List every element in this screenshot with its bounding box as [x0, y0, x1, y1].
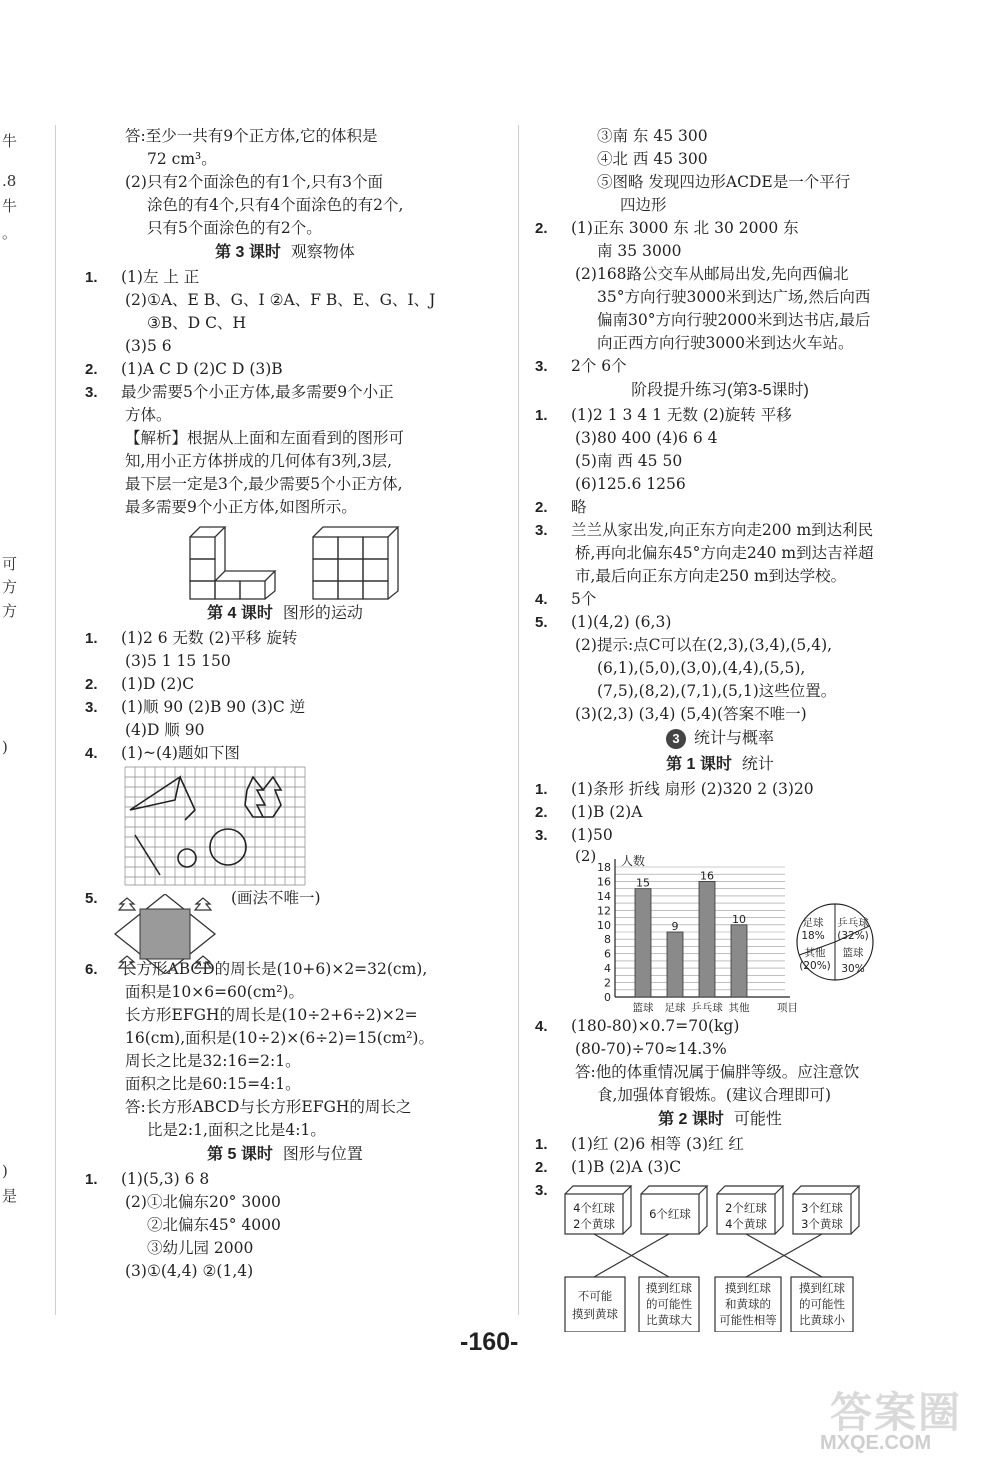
text-line: 16(cm),面积是(10÷2)×(6÷2)=15(cm²)。	[125, 1029, 434, 1047]
edge-char: )	[2, 738, 8, 756]
text-line: (4)D 顺 90	[125, 721, 205, 739]
text-line: 周长之比是32:16=2:1。	[125, 1052, 301, 1070]
question-number: 3.	[535, 358, 548, 375]
question-number: 1.	[85, 1171, 98, 1188]
pie-label: (20%)	[799, 960, 831, 972]
box-text: 4个黄球	[725, 1217, 767, 1231]
box-text: 3个黄球	[801, 1217, 843, 1231]
answer-column-left	[85, 125, 485, 1283]
answer-text: (1)~(4)题如下图	[121, 744, 240, 762]
pie-label: (32%)	[837, 930, 869, 942]
y-tick-label: 14	[597, 889, 611, 903]
text-line: (5)南 西 45 50	[575, 452, 683, 470]
edge-char: 。	[2, 224, 18, 242]
text-line: 面积之比是60:15=4:1。	[125, 1075, 301, 1093]
question-number: 2.	[85, 361, 98, 378]
text-line: 比是2:1,面积之比是4:1。	[147, 1121, 326, 1139]
question-number: 1.	[85, 269, 98, 286]
section-heading: 第 1 课时 统计	[666, 756, 774, 773]
text-line: ⑤图略 发现四边形ACDE是一个平行	[597, 173, 851, 191]
bar	[635, 889, 651, 997]
edge-char: )	[2, 1162, 8, 1180]
x-tick-label: 足球	[664, 1002, 686, 1014]
bar	[667, 932, 683, 997]
text-line: 最下层一定是3个,最少需要5个小正方体,	[125, 475, 403, 493]
y-tick-label: 0	[604, 991, 611, 1004]
box-text: 的可能性	[799, 1297, 845, 1311]
answer-text: (1)A C D (2)C D (3)B	[121, 360, 283, 378]
box-text: 2个黄球	[573, 1217, 615, 1231]
question-number: 2.	[535, 1159, 548, 1176]
pie-label: 30%	[841, 963, 865, 975]
answer-text: (1)50	[571, 826, 613, 844]
question-number: 1.	[535, 1136, 548, 1153]
answer-text: 5个	[571, 590, 597, 608]
x-tick-label: 其他	[728, 1002, 750, 1014]
cube-figure	[85, 519, 485, 601]
y-tick-label: 8	[604, 933, 611, 947]
text-line: 市,最后向正东方向走250 m到达学校。	[575, 567, 847, 585]
text-line: 南 35 3000	[597, 242, 682, 260]
bar-chart	[535, 847, 905, 1015]
y-tick-label: 16	[597, 875, 611, 889]
column-divider	[518, 125, 519, 1315]
text-line: (3)5 1 15 150	[125, 652, 231, 670]
question-number: 5.	[535, 614, 548, 631]
data-label: 10	[732, 912, 746, 926]
question-number: 1.	[535, 781, 548, 798]
text-line: (3)5 6	[125, 337, 172, 355]
question-number: 4.	[535, 591, 548, 608]
text-line: 【解析】根据从上面和左面看到的图形可	[125, 429, 405, 447]
question-number: 6.	[85, 961, 98, 978]
edge-char: 牛	[2, 197, 18, 215]
answer-text: (180-80)×0.7=70(kg)	[571, 1017, 740, 1035]
question-number: 2.	[85, 676, 98, 693]
answer-text: (1)红 (2)6 相等 (3)红 红	[571, 1135, 744, 1153]
answer-text: (1)正东 3000 东 北 30 2000 东	[571, 219, 799, 237]
answer-text: (1)D (2)C	[121, 675, 195, 693]
text-line: (2)①北偏东20° 3000	[125, 1193, 281, 1211]
box-text: 摸到黄球	[572, 1307, 618, 1321]
answer-text: (1)B (2)A (3)C	[571, 1158, 682, 1176]
y-tick-label: 10	[597, 918, 611, 932]
answer-text: 最少需要5个小正方体,最多需要9个小正	[121, 383, 394, 401]
answer-text: (1)2 6 无数 (2)平移 旋转	[121, 629, 298, 647]
watermark-text: 答案圈	[830, 1388, 963, 1437]
text-line: 知,用小正方体拼成的几何体有3列,3层,	[125, 452, 393, 470]
box-text: 3个红球	[801, 1201, 843, 1215]
box-text: 比黄球小	[799, 1313, 845, 1327]
question-number: 2.	[535, 220, 548, 237]
question-number: 2.	[535, 499, 548, 516]
text-line: 答:他的体重情况属于偏胖等级。应注意饮	[575, 1063, 860, 1081]
box-text: 摸到红球	[799, 1281, 845, 1295]
box-text: 6个红球	[649, 1207, 691, 1221]
text-line: 72 cm³。	[147, 150, 217, 168]
pie-label: 其他	[804, 947, 826, 959]
answer-text: 兰兰从家出发,向正东方向走200 m到达利民	[571, 521, 874, 539]
x-tick-label: 乒乓球	[691, 1002, 723, 1014]
text-line: (80-70)÷70≈14.3%	[575, 1040, 727, 1058]
box-text: 可能性相等	[719, 1313, 777, 1327]
answer-text: (1)2 1 3 4 1 无数 (2)旋转 平移	[571, 406, 792, 424]
y-axis-title: 人数	[621, 854, 646, 868]
box-text: 4个红球	[573, 1201, 615, 1215]
box-text: 摸到红球	[725, 1281, 771, 1295]
data-label: 15	[636, 876, 650, 890]
column-divider	[55, 125, 56, 1315]
text-line: (2)①A、E B、G、I ②A、F B、E、G、I、J	[125, 291, 436, 309]
text-line: ③南 东 45 300	[597, 127, 708, 145]
text-line: 桥,再向北偏东45°方向走240 m到达吉祥超	[575, 544, 874, 562]
x-tick-label: 篮球	[632, 1002, 654, 1014]
question-number: 3.	[85, 384, 98, 401]
answer-text: (1)左 上 正	[121, 268, 200, 286]
text-line: (3)80 400 (4)6 6 4	[575, 429, 718, 447]
text-line: (3)①(4,4) ②(1,4)	[125, 1262, 254, 1280]
sub-question-label: (2)	[575, 847, 597, 865]
statistics-chart-block	[535, 847, 905, 1015]
text-line: 答:长方形ABCD与长方形EFGH的周长之	[125, 1098, 412, 1116]
answer-text: (1)(5,3) 6 8	[121, 1170, 210, 1188]
answer-text: 略	[571, 498, 587, 516]
text-line: (2)168路公交车从邮局出发,先向西偏北	[575, 265, 849, 283]
text-line: ④北 西 45 300	[597, 150, 708, 168]
text-line: ②北偏东45° 4000	[147, 1216, 281, 1234]
question-number: 4.	[85, 745, 98, 762]
section-heading: 阶段提升练习(第3-5课时)	[631, 382, 809, 399]
text-line: 最多需要9个小正方体,如图所示。	[125, 498, 357, 516]
answer-text: (1)(4,2) (6,3)	[571, 613, 672, 631]
question-number: 3.	[535, 522, 548, 539]
text-line: 食,加强体育锻炼。(建议合理即可)	[597, 1086, 832, 1104]
question-number: 5.	[85, 890, 98, 907]
watermark-logo	[810, 1380, 990, 1460]
question-number: 4.	[535, 1018, 548, 1035]
y-tick-label: 4	[604, 962, 611, 976]
y-tick-label: 6	[604, 947, 611, 961]
edge-char: 方	[2, 578, 18, 596]
edge-char: 是	[2, 1187, 18, 1205]
text-line: (6)125.6 1256	[575, 475, 686, 493]
question-number: 1.	[85, 630, 98, 647]
unit-heading: 3 统计与概率	[535, 726, 905, 752]
y-tick-label: 2	[604, 976, 611, 990]
y-tick-label: 12	[597, 904, 611, 918]
page-number: -160-	[460, 1328, 519, 1356]
box-text: 摸到红球	[646, 1281, 692, 1295]
edge-char: 方	[2, 602, 18, 620]
text-line: ③B、D C、H	[147, 314, 247, 332]
pie-label: 篮球	[842, 947, 864, 959]
text-line: 长方形EFGH的周长是(10÷2+6÷2)×2=	[125, 1006, 418, 1024]
text-line: 面积是10×6=60(cm²)。	[125, 983, 304, 1001]
text-line: 四边形	[620, 196, 667, 214]
answer-text: (画法不唯一)	[231, 889, 321, 907]
answer-column-right	[535, 125, 905, 1332]
answer-text: 长方形ABCD的周长是(10+6)×2=32(cm),	[121, 960, 428, 978]
section-heading: 第 4 课时 图形的运动	[207, 605, 363, 622]
edge-char: 牛	[2, 132, 18, 150]
text-line: 偏南30°方向行驶2000米到达书店,最后	[597, 311, 871, 329]
text-line: (3)(2,3) (3,4) (5,4)(答案不唯一)	[575, 705, 807, 723]
y-tick-label: 18	[597, 861, 611, 874]
answer-text: (1)B (2)A	[571, 803, 643, 821]
box-text: 2个红球	[725, 1201, 767, 1215]
text-line: (7,5),(8,2),(7,1),(5,1)这些位置。	[597, 682, 837, 700]
answer-text: (1)顺 90 (2)B 90 (3)C 逆	[121, 698, 306, 716]
data-label: 16	[700, 869, 714, 883]
text-line: 方体。	[125, 406, 172, 424]
square-figure	[85, 894, 485, 958]
text-line: 答:至少一共有9个正方体,它的体积是	[125, 127, 378, 145]
pie-label: 足球	[802, 917, 824, 929]
bar	[699, 881, 715, 997]
box-text: 和黄球的	[725, 1297, 771, 1311]
answer-text: 2个 6个	[571, 357, 627, 375]
box-text: 不可能	[577, 1289, 613, 1303]
grid-figure	[85, 765, 485, 887]
section-heading: 第 2 课时 可能性	[658, 1111, 782, 1128]
question-number: 1.	[535, 407, 548, 424]
watermark-url: MXQE.COM	[820, 1432, 932, 1454]
text-line: 只有5个面涂色的有2个。	[147, 219, 322, 237]
probability-figure	[535, 1182, 905, 1332]
text-line: (2)只有2个面涂色的有1个,只有3个面	[125, 173, 383, 191]
text-line: 向正西方向行驶3000米到达火车站。	[597, 334, 854, 352]
answer-text: (1)条形 折线 扇形 (2)320 2 (3)20	[571, 780, 814, 798]
edge-char: 可	[2, 555, 18, 573]
bar	[731, 925, 747, 997]
question-number: 2.	[535, 804, 548, 821]
edge-char: .8	[2, 172, 17, 190]
data-label: 9	[671, 920, 679, 933]
text-line: 涂色的有4个,只有4个面涂色的有2个,	[147, 196, 404, 214]
question-number: 3.	[535, 1182, 548, 1199]
unit-number-badge: 3	[666, 729, 686, 749]
text-line: ③幼儿园 2000	[147, 1239, 254, 1257]
box-text: 比黄球大	[646, 1313, 692, 1327]
section-heading: 第 3 课时 观察物体	[215, 244, 355, 261]
previous-page-edge	[0, 0, 30, 1471]
text-line: 35°方向行驶3000米到达广场,然后向西	[597, 288, 871, 306]
question-number: 3.	[85, 699, 98, 716]
text-line: (2)提示:点C可以在(2,3),(3,4),(5,4),	[575, 636, 833, 654]
question-number: 3.	[535, 827, 548, 844]
section-heading: 第 5 课时 图形与位置	[207, 1146, 363, 1163]
text-line: (6,1),(5,0),(3,0),(4,4),(5,5),	[597, 659, 806, 677]
x-axis-title: 项目	[777, 1002, 798, 1014]
pie-label: 18%	[801, 930, 825, 942]
box-text: 的可能性	[646, 1297, 692, 1311]
pie-label: 乒乓球	[837, 917, 869, 929]
